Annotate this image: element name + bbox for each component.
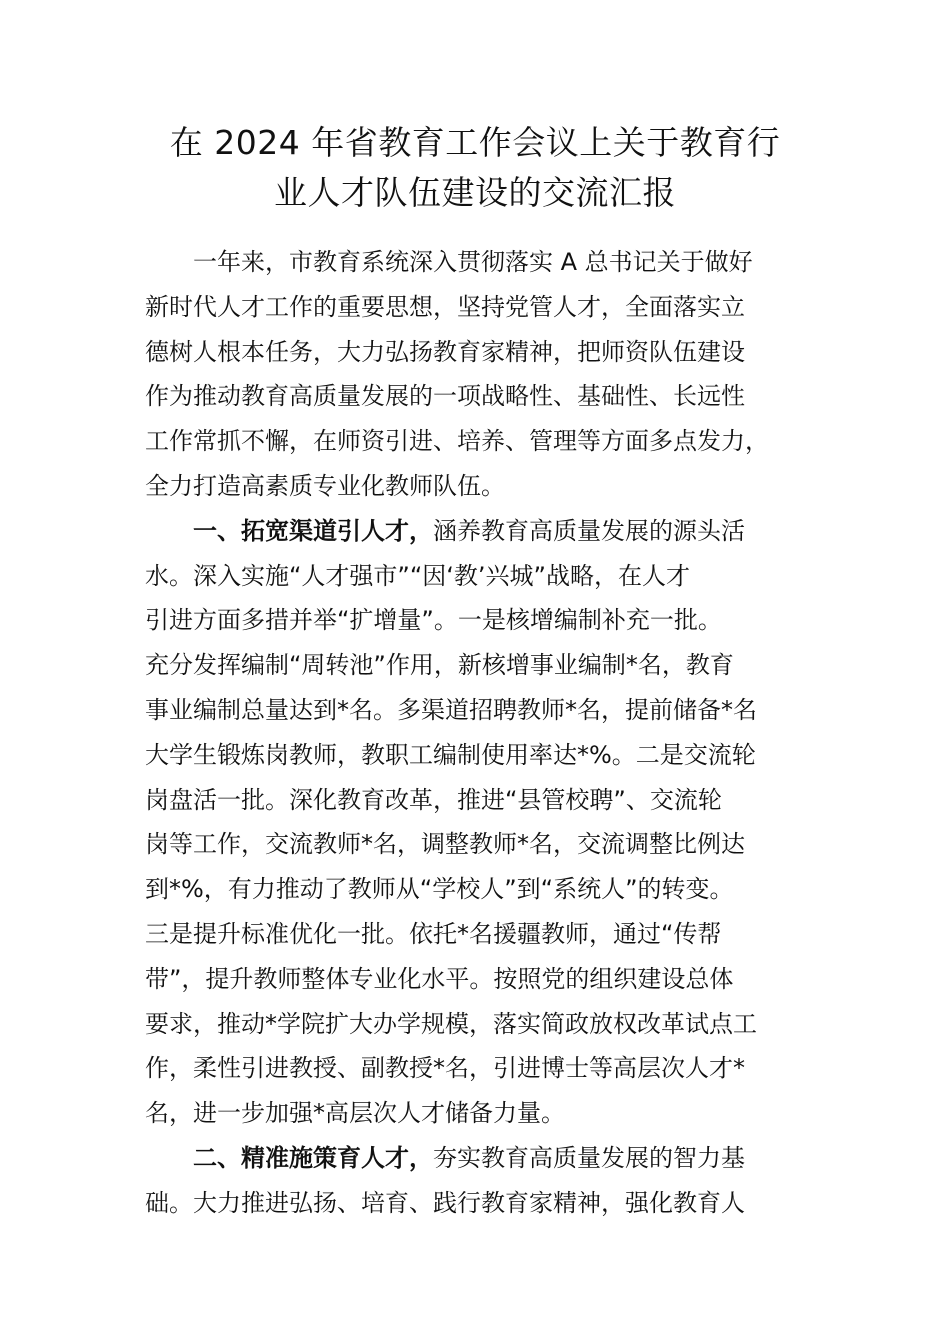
paragraph-section-2 — [145, 1136, 825, 1226]
title-line-1: 在 2024 年省教育工作会议上关于教育行 — [169, 123, 781, 162]
paragraph-line: 带”，提升教师整体专业化水平。按照党的组织建设总体 — [145, 964, 734, 993]
paragraph-line-text: 夯实教育高质量发展的智力基 — [433, 1143, 745, 1172]
paragraph-line: 作，柔性引进教授、副教授*名，引进博士等高层次人才* — [145, 1054, 745, 1083]
paragraph-line: 引进方面多措并举“扩增量”。一是核增编制补充一批。 — [145, 606, 722, 635]
document-body — [145, 240, 825, 1226]
paragraph-line: 一年来，市教育系统深入贯彻落实 A 总书记关于做好 — [193, 248, 753, 276]
paragraph-line: 新时代人才工作的重要思想，坚持党管人才，全面落实立 — [145, 292, 745, 321]
paragraph-line: 全力打造高素质专业化教师队伍。 — [145, 471, 505, 500]
paragraph-line-text: 涵养教育高质量发展的源头活 — [433, 516, 745, 545]
paragraph-line: 础。大力推进弘扬、培育、践行教育家精神，强化教育人 — [145, 1188, 745, 1217]
paragraph-line: 到*%，有力推动了教师从“学校人”到“系统人”的转变。 — [145, 875, 734, 904]
paragraph-line: 要求，推动*学院扩大办学规模，落实简政放权改革试点工 — [145, 1009, 757, 1038]
section-heading: 二、精准施策育人才， — [193, 1143, 433, 1172]
paragraph-line — [145, 1136, 825, 1181]
paragraph-line: 充分发挥编制“周转池”作用，新核增事业编制*名，教育 — [145, 651, 734, 680]
title-line-2: 业人才队伍建设的交流汇报 — [274, 173, 676, 212]
paragraph-line: 事业编制总量达到*名。多渠道招聘教师*名，提前储备*名 — [145, 695, 757, 724]
paragraph-line: 大学生锻炼岗教师，教职工编制使用率达*%。二是交流轮 — [145, 740, 756, 769]
paragraph-line: 工作常抓不懈，在师资引进、培养、管理等方面多点发力， — [145, 427, 769, 456]
paragraph-line: 德树人根本任务，大力弘扬教育家精神，把师资队伍建设 — [145, 337, 745, 366]
paragraph-line: 岗盘活一批。深化教育改革，推进“县管校聘”、交流轮 — [145, 785, 722, 814]
paragraph-line: 名，进一步加强*高层次人才储备力量。 — [145, 1099, 565, 1128]
paragraph-line: 三是提升标准优化一批。依托*名援疆教师，通过“传帮 — [145, 919, 722, 948]
paragraph-line: 水。深入实施“人才强市”“因‘教’兴城”战略，在人才 — [145, 561, 690, 590]
paragraph-line — [145, 509, 825, 554]
section-heading: 一、拓宽渠道引人才， — [193, 516, 433, 545]
paragraph-intro — [145, 240, 825, 509]
paragraph-section-1 — [145, 509, 825, 1136]
paragraph-line: 作为推动教育高质量发展的一项战略性、基础性、长远性 — [145, 382, 745, 411]
document-title — [140, 118, 810, 218]
paragraph-line: 岗等工作，交流教师*名，调整教师*名，交流调整比例达 — [145, 830, 745, 859]
